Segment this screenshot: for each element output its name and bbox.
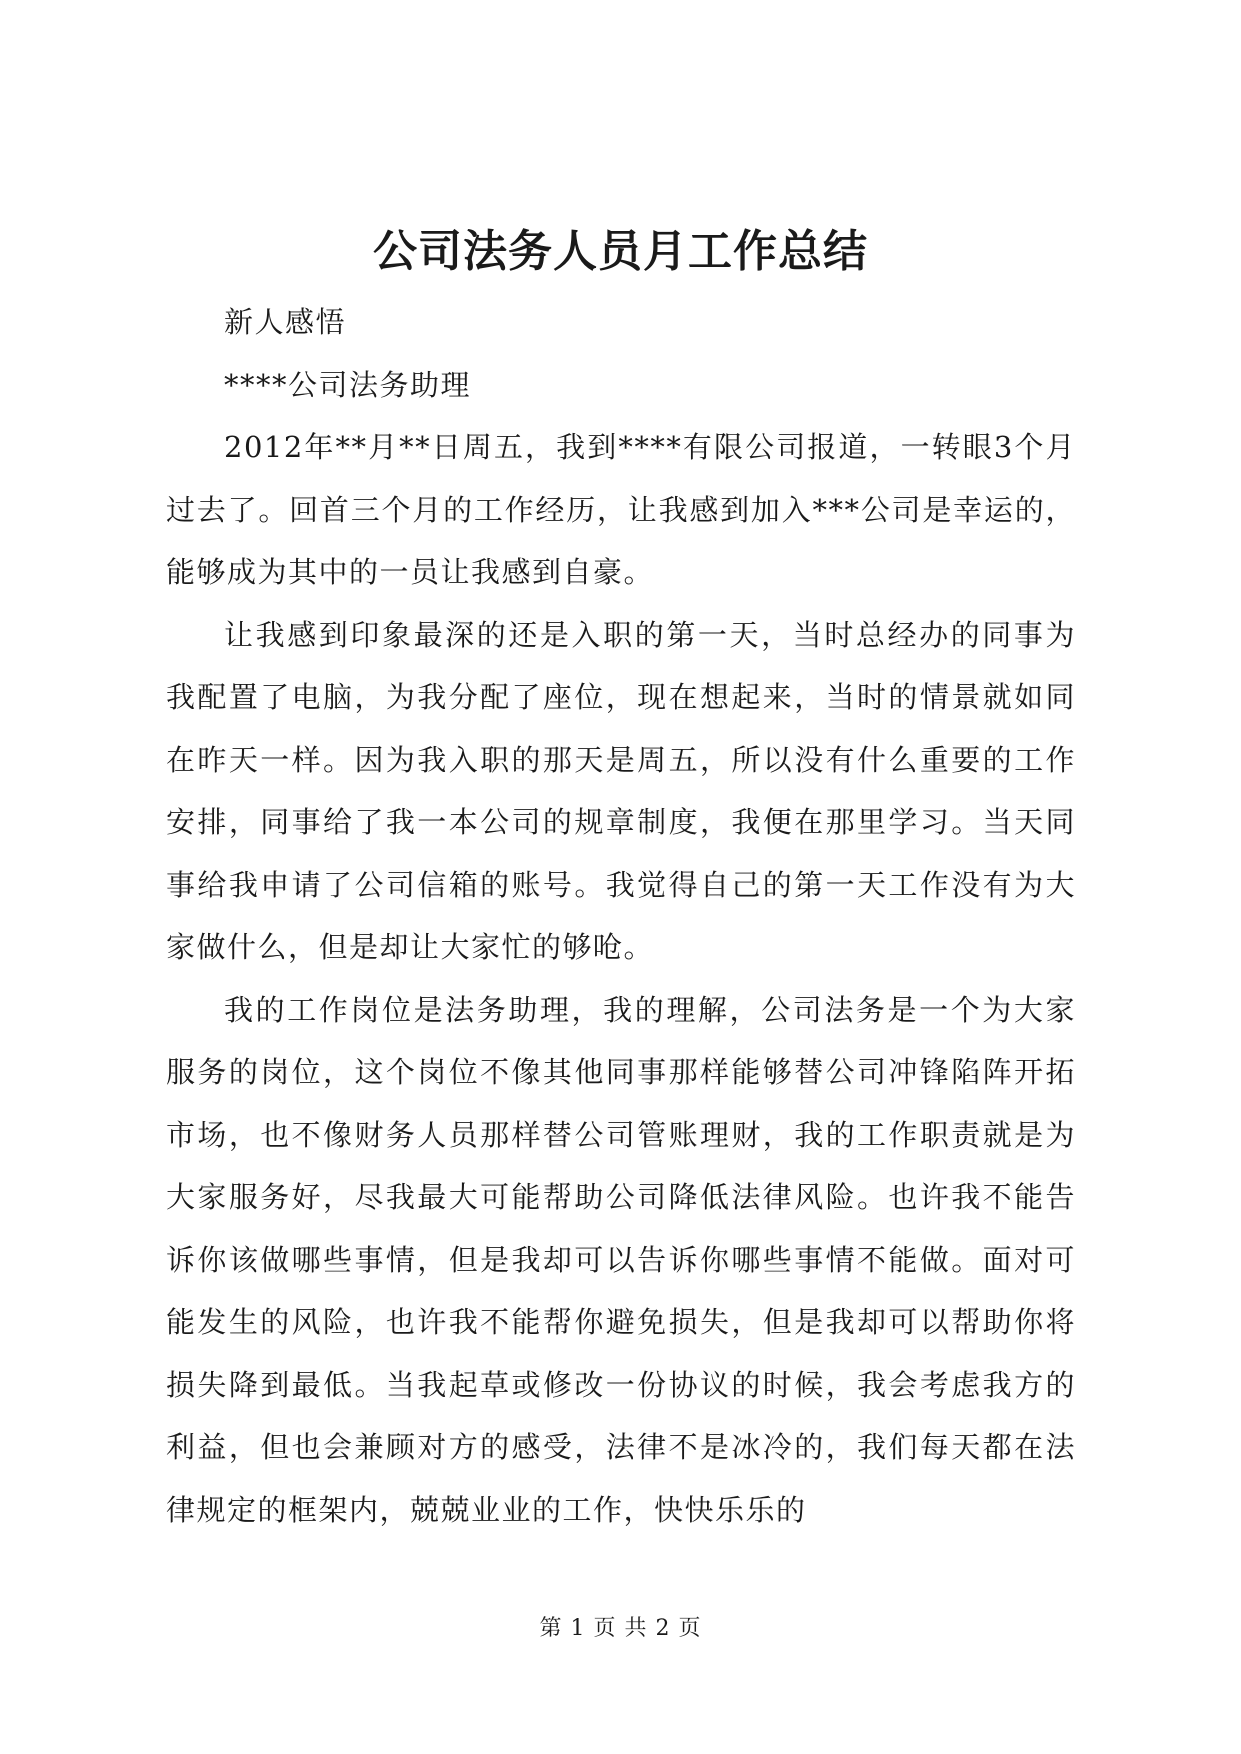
- paragraph: 让我感到印象最深的还是入职的第一天，当时总经办的同事为我配置了电脑，为我分配了座位，现在想起来，当时的情景就如同在昨天一样。因为我入职的那天是周五，所以没有什么重要的工作安排，同事给了我一本公司的规章制度，我便在那里学习。当天同事给我申请了公司信箱的账号。我觉得自己的第一天工作没有为大家做什么，但是却让大家忙的够呛。: [166, 617, 1076, 964]
- paragraph-heading: 新人感悟: [224, 305, 347, 339]
- paragraph: 我的工作岗位是法务助理，我的理解，公司法务是一个为大家服务的岗位，这个岗位不像其他同事那样能够替公司冲锋陷阵开拓市场，也不像财务人员那样替公司管账理财，我的工作职责就是为大家服务好，尽我最大可能帮助公司降低法律风险。也许我不能告诉你该做哪些事情，但是我却可以告诉你哪些事情不能做。面对可能发生的风险，也许我不能帮你避免损失，但是我却可以帮助你将损失降到最低。当我起草或修改一份协议的时候，我会考虑我方的利益，但也会兼顾对方的感受，法律不是冰冷的，我们每天都在法律规定的框架内，兢兢业业的工作，快快乐乐的: [166, 992, 1076, 1527]
- document-body: [166, 291, 1076, 1541]
- document-title: 公司法务人员月工作总结: [373, 226, 868, 277]
- paragraph: 2012年**月**日周五，我到****有限公司报道，一转眼3个月过去了。回首三个月的工作经历，让我感到加入***公司是幸运的，能够成为其中的一员让我感到自豪。: [166, 430, 1076, 589]
- page-footer: 第 1 页 共 2 页: [539, 1616, 702, 1641]
- paragraph-author: ****公司法务助理: [224, 367, 472, 402]
